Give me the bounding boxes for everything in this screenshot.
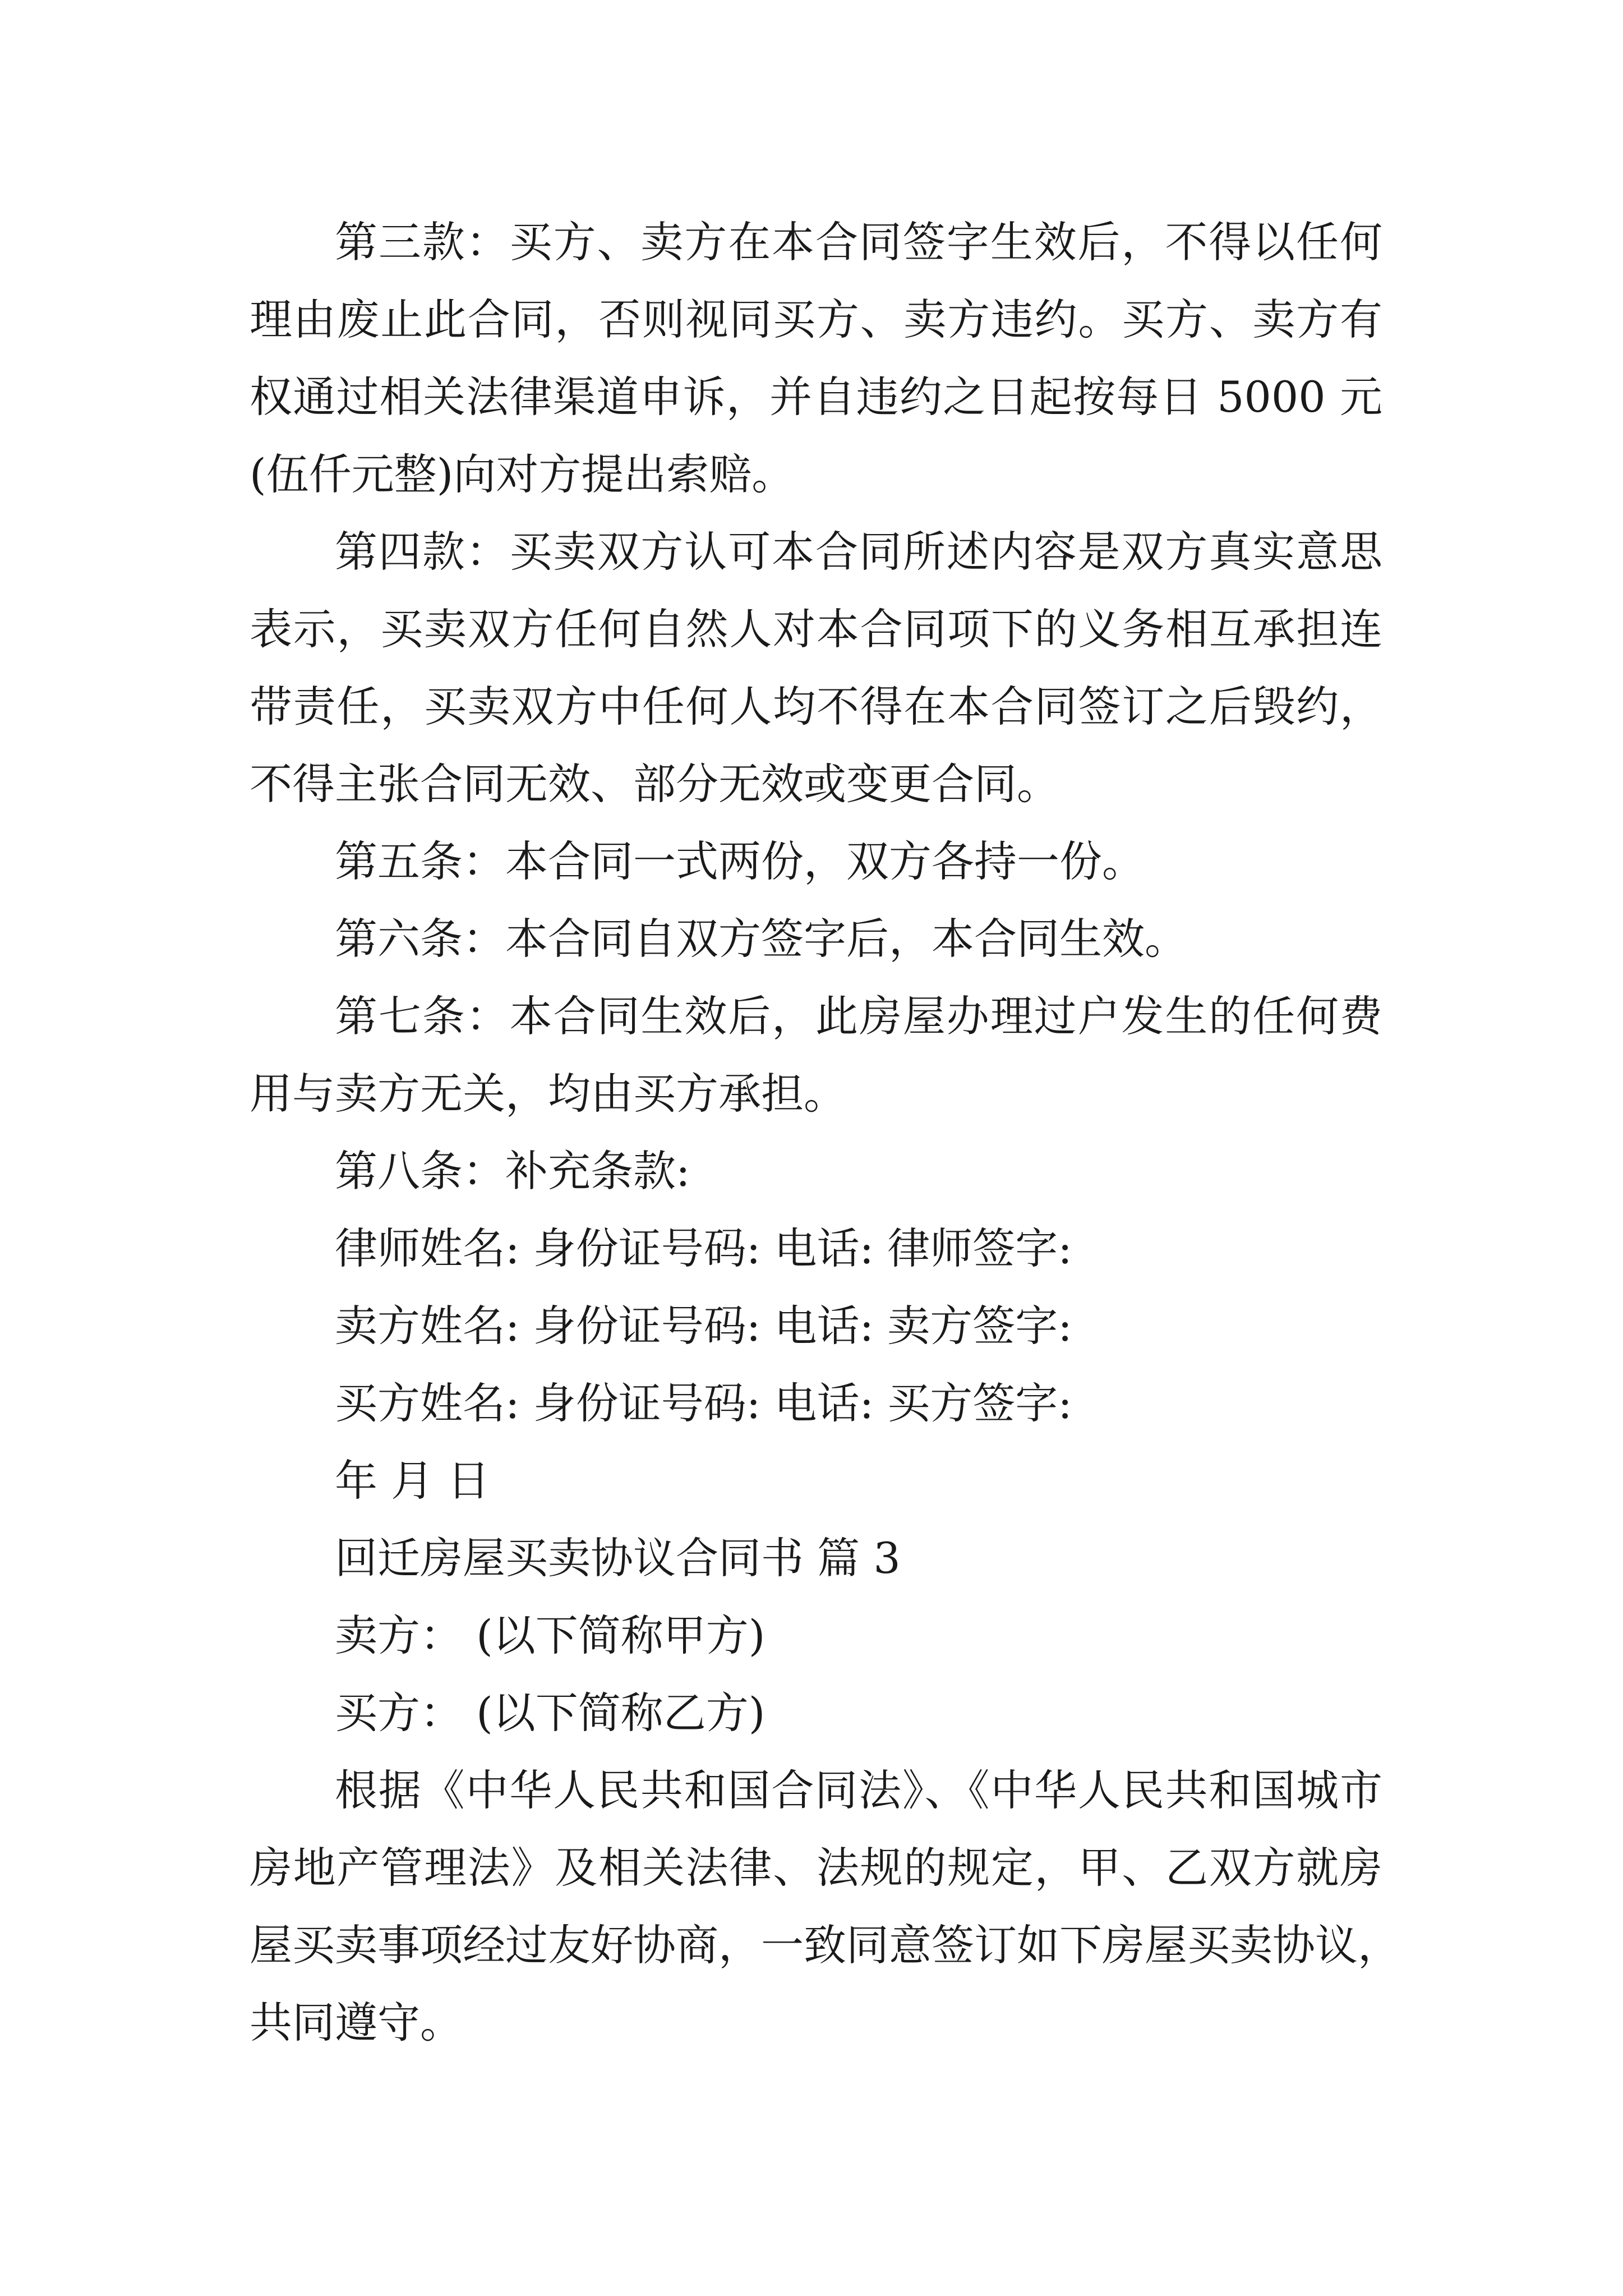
buyer-party: 买方： (以下简称乙方) — [335, 1688, 766, 1738]
clause-3-line-1: 第三款：买方、卖方在本合同签字生效后，不得以任何 — [335, 217, 1382, 267]
clause-3-line-2: 理由废止此合同，否则视同买方、卖方违约。买方、卖方有 — [250, 295, 1382, 344]
clause-5: 第五条：本合同一式两份，双方各持一份。 — [335, 836, 1145, 886]
date-line: 年 月 日 — [335, 1456, 490, 1506]
clause-6: 第六条：本合同自双方签字后，本合同生效。 — [335, 914, 1187, 964]
preamble-line-2: 房地产管理法》及相关法律、法规的规定，甲、乙双方就房 — [250, 1843, 1382, 1893]
clause-3-line-4: (伍仟元整)向对方提出索赔。 — [250, 449, 795, 499]
clause-3-line-3: 权通过相关法律渠道申诉，并自违约之日起按每日 5000 元 — [250, 372, 1382, 422]
clause-7-line-2: 用与卖方无关，均由买方承担。 — [250, 1069, 846, 1119]
clause-4-line-3: 带责任，买卖双方中任何人均不得在本合同签订之后毁约， — [250, 682, 1382, 731]
clause-4-line-4: 不得主张合同无效、部分无效或变更合同。 — [250, 759, 1059, 809]
seller-signature-line: 卖方姓名: 身份证号码: 电话: 卖方签字: — [335, 1301, 1072, 1351]
section-title: 回迁房屋买卖协议合同书 篇 3 — [335, 1533, 901, 1583]
clause-7-line-1: 第七条：本合同生效后，此房屋办理过户发生的任何费 — [335, 991, 1382, 1041]
preamble-line-3: 屋买卖事项经过友好协商，一致同意签订如下房屋买卖协议， — [250, 1920, 1400, 1970]
seller-party: 卖方： (以下简称甲方) — [335, 1611, 766, 1660]
buyer-signature-line: 买方姓名: 身份证号码: 电话: 买方签字: — [335, 1378, 1072, 1428]
preamble-line-1: 根据《中华人民共和国合同法》、《中华人民共和国城市 — [335, 1765, 1382, 1815]
clause-4-line-1: 第四款：买卖双方认可本合同所述内容是双方真实意思 — [335, 527, 1382, 577]
preamble-line-4: 共同遵守。 — [250, 1998, 463, 2047]
lawyer-signature-line: 律师姓名: 身份证号码: 电话: 律师签字: — [335, 1223, 1072, 1273]
clause-8: 第八条：补充条款: — [335, 1146, 690, 1196]
clause-4-line-2: 表示，买卖双方任何自然人对本合同项下的义务相互承担连 — [250, 604, 1382, 654]
